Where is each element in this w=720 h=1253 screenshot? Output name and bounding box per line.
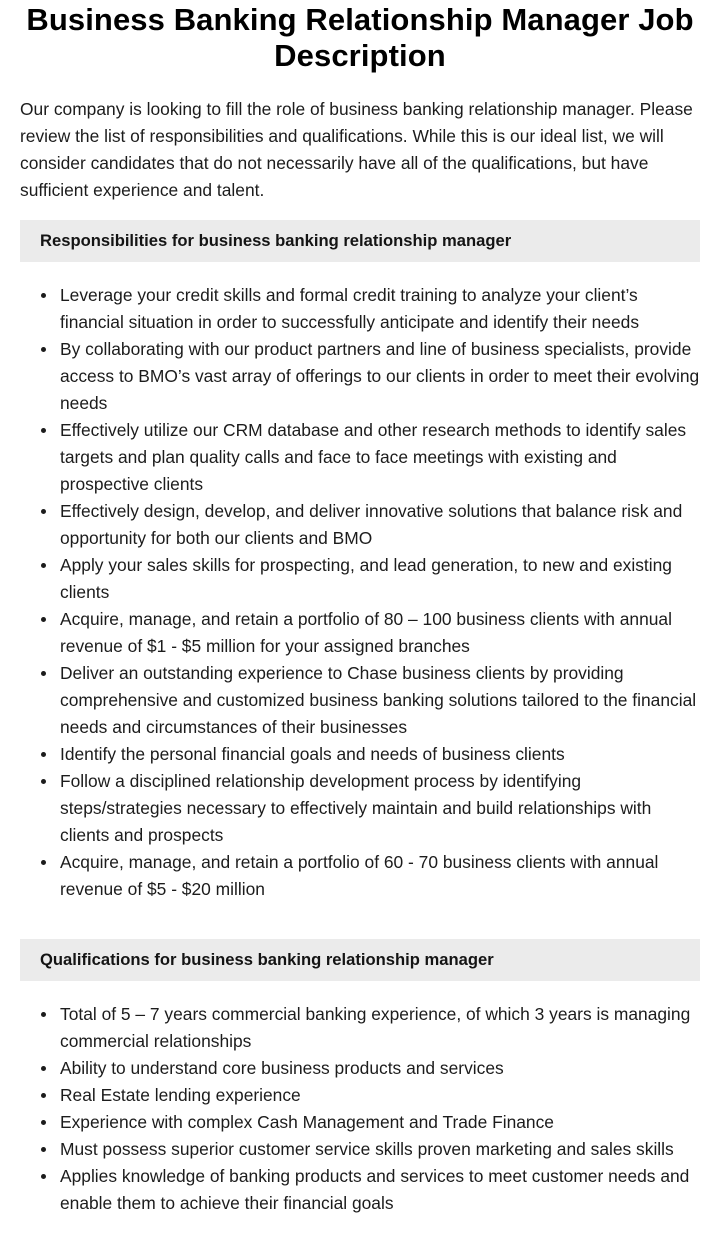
responsibility-text: Leverage your credit skills and formal credit training to analyze your client’s financial situation in order to successfully anticipate and identify their needs <box>60 285 640 332</box>
bullet-icon <box>41 671 46 676</box>
qualifications-heading: Qualifications for business banking relationship manager <box>20 939 700 981</box>
responsibility-item <box>20 606 700 660</box>
bullet-icon <box>41 779 46 784</box>
responsibility-text: Effectively design, develop, and deliver innovative solutions that balance risk and opportunity for both our clients and BMO <box>60 501 683 548</box>
responsibility-item <box>20 768 700 849</box>
responsibility-item <box>20 660 700 741</box>
qualifications-list <box>20 1001 700 1217</box>
responsibility-item <box>20 741 700 768</box>
qualification-item <box>20 1082 700 1109</box>
bullet-icon <box>41 1066 46 1071</box>
responsibility-item <box>20 282 700 336</box>
qualification-item <box>20 1055 700 1082</box>
bullet-icon <box>41 1147 46 1152</box>
responsibility-text: Effectively utilize our CRM database and other research methods to identify sales targets and plan quality calls and face to face meetings with existing and prospective clients <box>60 420 687 494</box>
qualification-text: Must possess superior customer service skills proven marketing and sales skills <box>60 1139 674 1159</box>
bullet-icon <box>41 752 46 757</box>
responsibilities-list <box>20 282 700 903</box>
responsibility-text: Acquire, manage, and retain a portfolio of 80 – 100 business clients with annual revenue of $1 - $5 million for your assigned branches <box>60 609 672 656</box>
bullet-icon <box>41 563 46 568</box>
qualification-text: Real Estate lending experience <box>60 1085 301 1105</box>
qualification-item <box>20 1163 700 1217</box>
qualification-text: Ability to understand core business products and services <box>60 1058 504 1078</box>
bullet-icon <box>41 1012 46 1017</box>
bullet-icon <box>41 860 46 865</box>
responsibility-text: Follow a disciplined relationship development process by identifying steps/strategies necessary to effectively maintain and build relationships with clients and prospects <box>60 771 652 845</box>
bullet-icon <box>41 347 46 352</box>
section-spacer <box>20 903 700 923</box>
responsibilities-heading: Responsibilities for business banking relationship manager <box>20 220 700 262</box>
bullet-icon <box>41 1093 46 1098</box>
responsibility-item <box>20 552 700 606</box>
page-title: Business Banking Relationship Manager Job Description <box>26 2 694 73</box>
responsibility-item <box>20 849 700 903</box>
bullet-icon <box>41 509 46 514</box>
qualification-item <box>20 1136 700 1163</box>
intro-paragraph: Our company is looking to fill the role of business banking relationship manager. Please review the list of responsibilities and qualifications. While this is our ideal list, we will consider candidates that do not necessarily have all of the qualifications, but have sufficient experience and talent. <box>20 99 693 200</box>
responsibility-text: Acquire, manage, and retain a portfolio of 60 - 70 business clients with annual revenue of $5 - $20 million <box>60 852 659 899</box>
responsibility-text: By collaborating with our product partners and line of business specialists, provide access to BMO’s vast array of offerings to our clients in order to meet their evolving needs <box>60 339 700 413</box>
responsibility-item <box>20 417 700 498</box>
responsibility-text: Identify the personal financial goals and needs of business clients <box>60 744 565 764</box>
qualification-text: Total of 5 – 7 years commercial banking experience, of which 3 years is managing commercial relationships <box>60 1004 691 1051</box>
qualification-item <box>20 1001 700 1055</box>
responsibility-item <box>20 336 700 417</box>
qualification-text: Experience with complex Cash Management and Trade Finance <box>60 1112 554 1132</box>
responsibility-text: Deliver an outstanding experience to Chase business clients by providing comprehensive and customized business banking solutions tailored to the financial needs and circumstances of their businesses <box>60 663 697 737</box>
bullet-icon <box>41 1120 46 1125</box>
bullet-icon <box>41 1174 46 1179</box>
qualification-text: Applies knowledge of banking products and services to meet customer needs and enable them to achieve their financial goals <box>60 1166 690 1213</box>
bullet-icon <box>41 293 46 298</box>
bullet-icon <box>41 617 46 622</box>
responsibility-text: Apply your sales skills for prospecting, and lead generation, to new and existing clients <box>60 555 672 602</box>
bullet-icon <box>41 428 46 433</box>
qualification-item <box>20 1109 700 1136</box>
responsibility-item <box>20 498 700 552</box>
